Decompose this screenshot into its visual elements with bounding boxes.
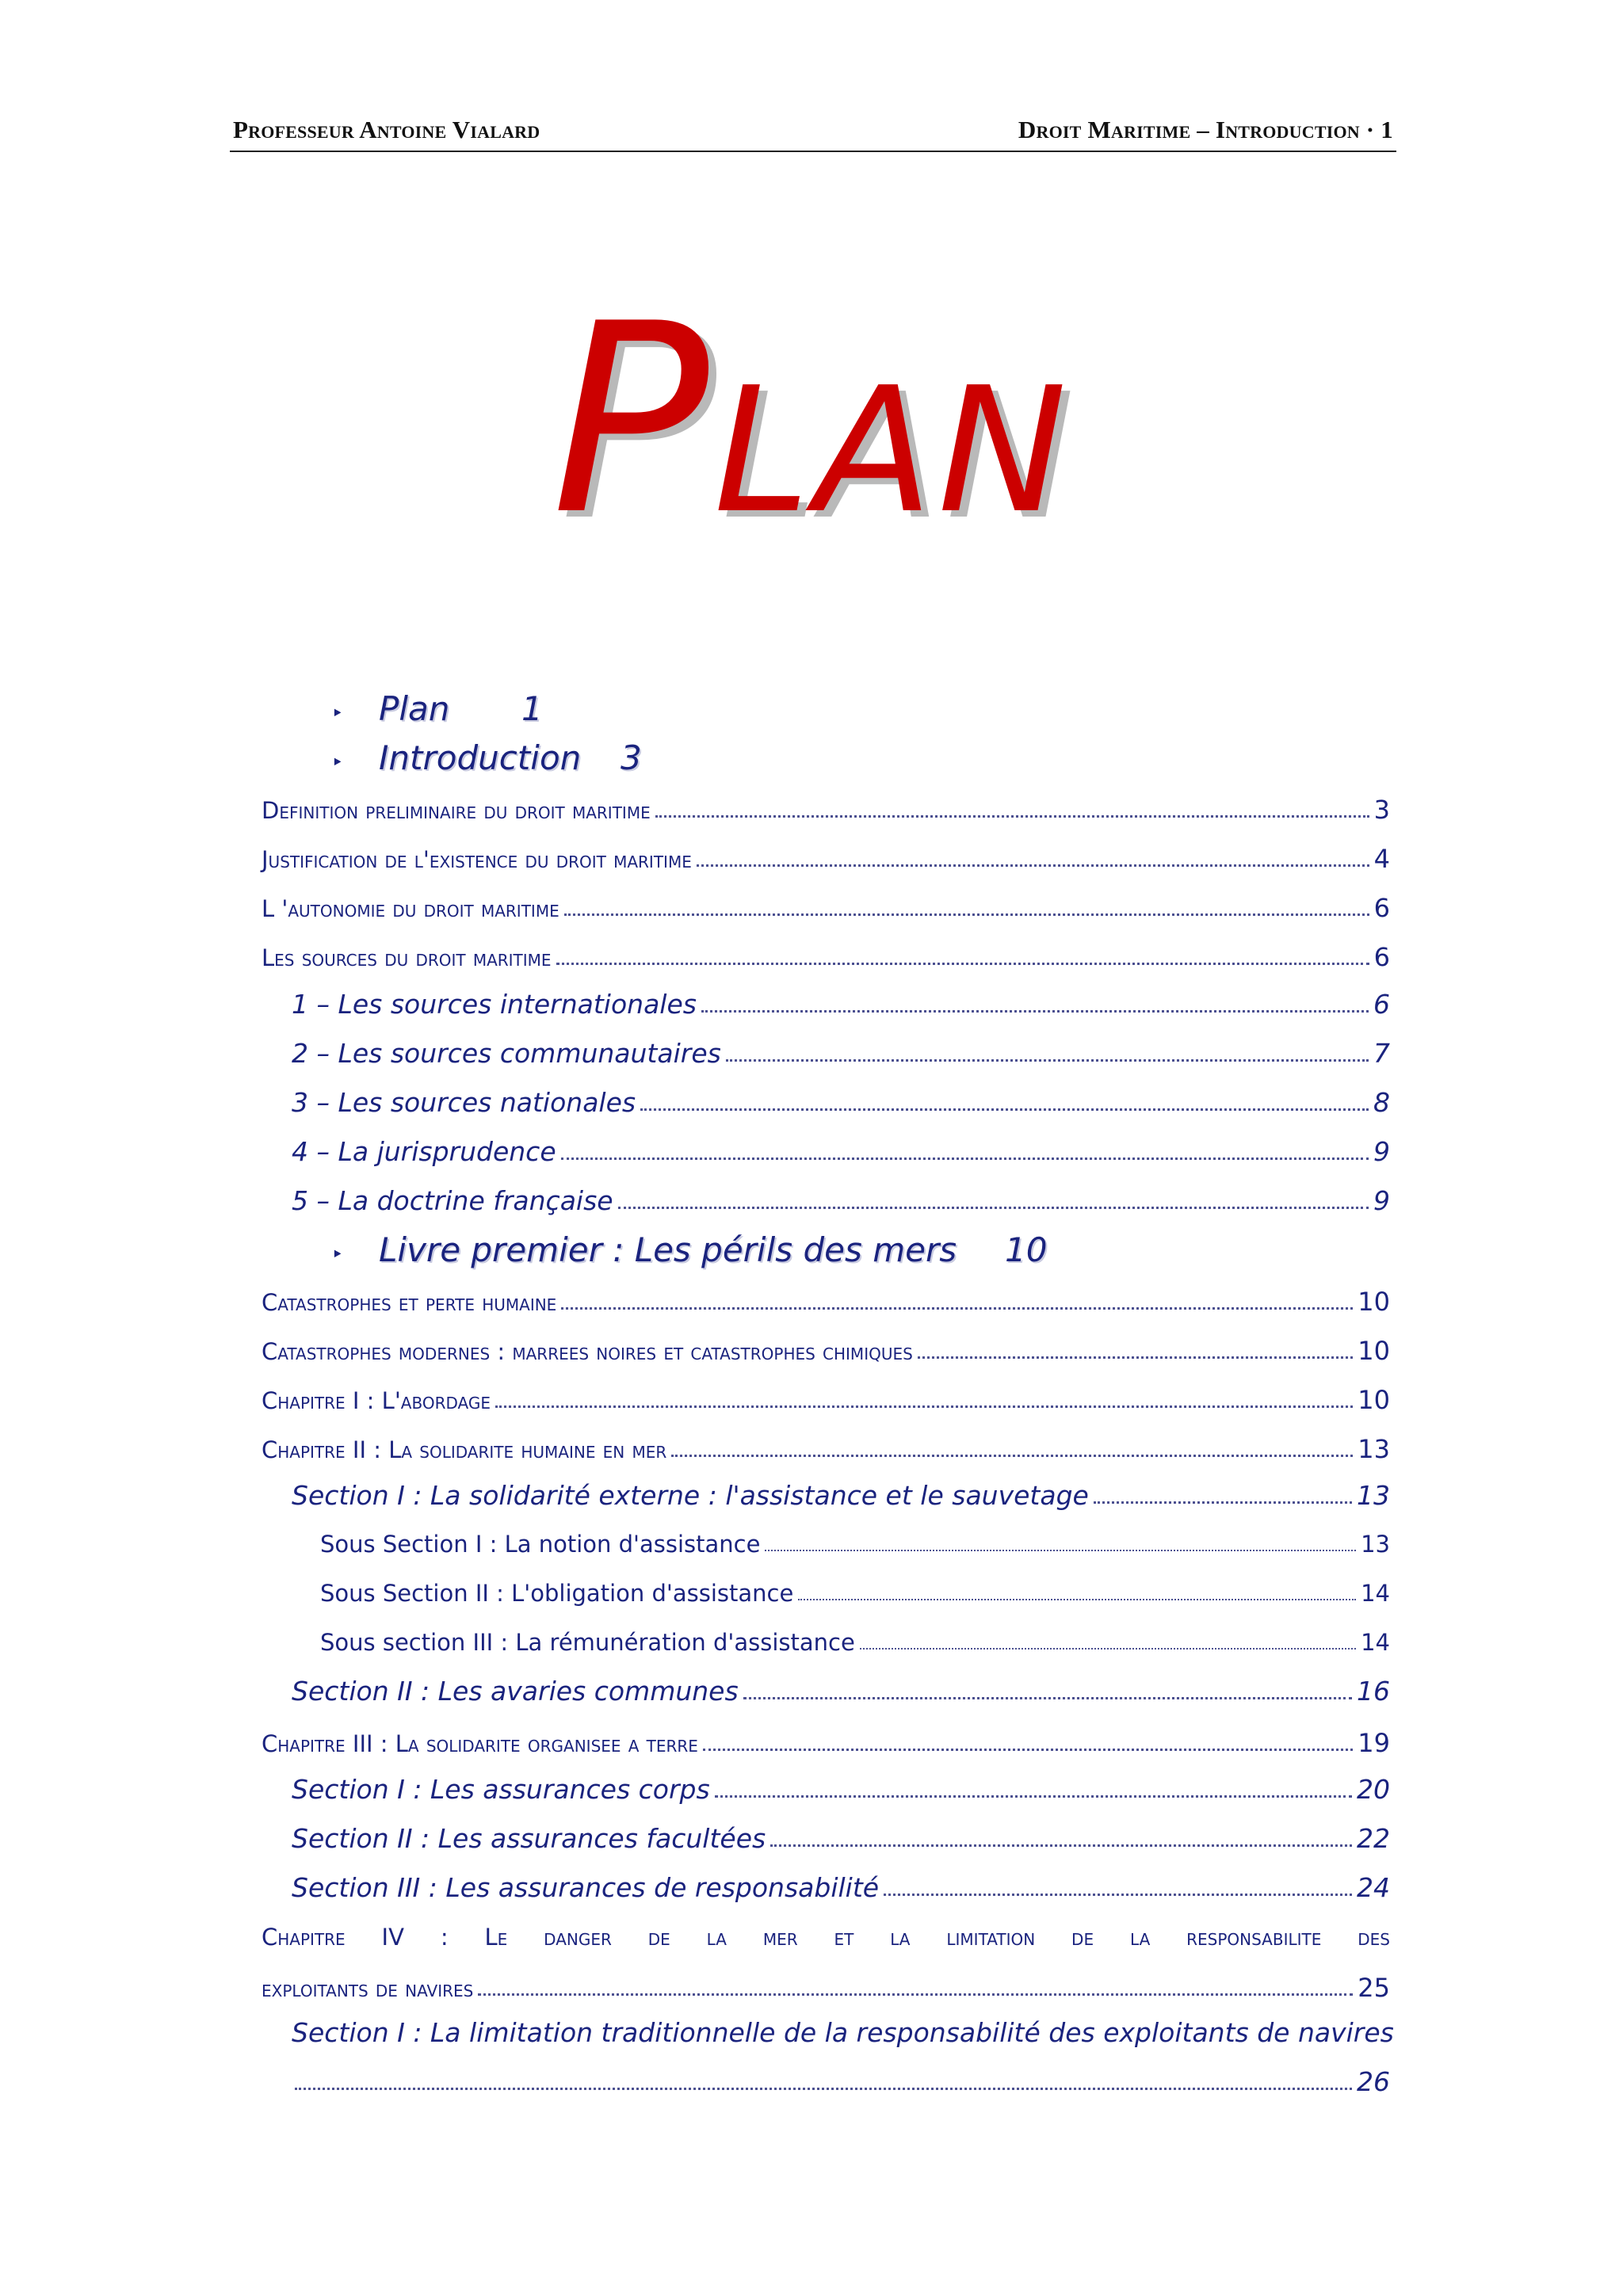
toc-subsubentry[interactable] [320, 1580, 1390, 1607]
toc-entry-label: L 'autonomie du droit maritime [262, 895, 559, 922]
bullet-icon: ‣ [331, 1243, 344, 1267]
toc-book-plan[interactable] [331, 689, 543, 728]
toc-entry[interactable] [262, 844, 1390, 874]
toc-leader-dots [860, 1648, 1356, 1650]
toc-entry[interactable] [262, 1434, 1390, 1464]
author-name: Professeur Antoine Vialard [233, 116, 540, 143]
toc-subentry[interactable] [292, 989, 1390, 1020]
toc-leader-dots [726, 1059, 1369, 1062]
toc-subsubentry[interactable] [320, 1629, 1390, 1656]
toc-entry-page: 3 [1373, 795, 1390, 825]
toc-entry-page: 19 [1358, 1728, 1390, 1758]
toc-book-label: Introduction [379, 738, 582, 777]
toc-entry-label: Chapitre II : La solidarite humaine en mer [262, 1436, 667, 1463]
toc-entry-label: Sous Section II : L'obligation d'assistance [320, 1580, 794, 1607]
toc-entry[interactable] [262, 942, 1390, 972]
toc-leader-dots [703, 1749, 1353, 1751]
toc-subentry[interactable] [292, 1136, 1390, 1167]
toc-leader-dots [295, 2088, 1352, 2090]
toc-entry-label: Sous section III : La rémunération d'assistance [320, 1629, 855, 1656]
toc-leader-dots [884, 1894, 1352, 1896]
toc-entry-label: Justification de l'existence du droit maritime [262, 846, 692, 873]
toc-subentry[interactable] [292, 1185, 1390, 1216]
toc-leader-dots [743, 1697, 1352, 1699]
toc-entry-label: Section I : La solidarité externe : l'assistance et le sauvetage [292, 1480, 1089, 1511]
toc-subentry[interactable] [292, 1774, 1390, 1805]
toc-entry-page: 4 [1373, 844, 1390, 874]
toc-leader-dots [561, 1307, 1353, 1310]
toc-subentry[interactable] [292, 1038, 1390, 1069]
toc-leader-dots [618, 1207, 1369, 1209]
toc-entry-page: 9 [1373, 1185, 1390, 1216]
toc-leader-dots [561, 1158, 1369, 1160]
toc-entry-label: 5 – La doctrine française [292, 1185, 613, 1216]
toc-book-livre-premier[interactable] [331, 1230, 1047, 1269]
toc-leader-dots [655, 815, 1369, 818]
toc-entry-label: 1 – Les sources internationales [292, 989, 697, 1020]
toc-leader-dots [556, 963, 1369, 965]
toc-entry-page: 10 [1358, 1287, 1390, 1317]
toc-subentry[interactable] [292, 1480, 1390, 1511]
toc-entry-page: 13 [1358, 1434, 1390, 1464]
toc-subentry[interactable] [292, 2066, 1390, 2097]
toc-book-introduction[interactable] [331, 738, 642, 777]
toc-book-label: Livre premier : Les périls des mers [379, 1230, 957, 1269]
toc-entry-label: Chapitre I : L'abordage [262, 1387, 491, 1414]
toc-leader-dots [765, 1550, 1356, 1551]
toc-entry-page: 16 [1357, 1676, 1390, 1707]
toc-leader-dots [564, 913, 1369, 916]
toc-subsubentry[interactable] [320, 1531, 1390, 1558]
toc-entry-label: Chapitre III : La solidarite organisee a terre [262, 1730, 698, 1757]
toc-leader-dots [495, 1405, 1353, 1408]
toc-leader-dots [715, 1795, 1352, 1798]
toc-entry-label: Definition preliminaire du droit maritime [262, 797, 651, 824]
toc-entry-label: Section II : Les assurances facultées [292, 1823, 766, 1854]
toc-leader-dots [478, 1993, 1353, 1996]
toc-subentry[interactable] [292, 1872, 1390, 1903]
toc-entry[interactable] [262, 1385, 1390, 1415]
toc-entry-label: 3 – Les sources nationales [292, 1087, 636, 1118]
toc-entry-label: 2 – Les sources communautaires [292, 1038, 721, 1069]
toc-entry-page: 9 [1373, 1136, 1390, 1167]
toc-book-page: 10 [1005, 1230, 1048, 1269]
toc-book-label: Plan [379, 689, 450, 728]
toc-entry-page: 13 [1361, 1531, 1390, 1558]
toc-entry-label: Section III : Les assurances de responsabilité [292, 1872, 880, 1903]
toc-subentry[interactable] [292, 1823, 1390, 1854]
toc-entry-label: Section II : Les avaries communes [292, 1676, 739, 1707]
toc-entry-page: 7 [1373, 1038, 1390, 1069]
toc-subentry[interactable] [292, 1087, 1390, 1118]
toc-entry-page: 24 [1357, 1872, 1390, 1903]
toc-entry-page: 14 [1361, 1629, 1390, 1656]
toc-entry-label: exploitants de navires [262, 1975, 474, 2002]
toc-entry[interactable] [262, 1336, 1390, 1366]
bullet-icon: ‣ [331, 702, 344, 726]
bullet-icon: ‣ [331, 751, 344, 775]
toc-entry-page: 10 [1358, 1336, 1390, 1366]
toc-entry-label: Les sources du droit maritime [262, 944, 552, 971]
toc-leader-dots [671, 1455, 1353, 1457]
toc-entry-page: 6 [1373, 989, 1390, 1020]
toc-entry-page: 6 [1373, 942, 1390, 972]
toc-entry-page: 22 [1357, 1823, 1390, 1854]
toc-entry[interactable] [262, 1973, 1390, 2003]
course-title: Droit Maritime – Introduction · 1 [1018, 116, 1393, 143]
toc-leader-dots [697, 864, 1369, 867]
toc-leader-dots [701, 1010, 1369, 1013]
toc-entry-page: 8 [1373, 1087, 1390, 1118]
toc-entry-page: 10 [1358, 1385, 1390, 1415]
toc-entry-page: 26 [1357, 2066, 1390, 2097]
toc-entry[interactable] [262, 1287, 1390, 1317]
toc-leader-dots [1094, 1501, 1352, 1504]
toc-leader-dots [918, 1356, 1353, 1359]
toc-leader-dots [770, 1844, 1352, 1847]
toc-entry-page: 20 [1357, 1774, 1390, 1805]
toc-book-page: 3 [621, 738, 642, 777]
title-rest: LAN [713, 351, 1072, 551]
toc-subentry[interactable] [292, 1676, 1390, 1707]
toc-entry-page: 6 [1373, 893, 1390, 923]
toc-entry-label: Catastrophes modernes : marrees noires et catastrophes chimiques [262, 1338, 913, 1365]
toc-entry-page: 25 [1358, 1973, 1390, 2003]
toc-entry-label: 4 – La jurisprudence [292, 1136, 556, 1167]
toc-entry[interactable] [262, 1728, 1390, 1758]
toc-entry-chapitre-iv-line1[interactable]: Chapitre IV : Le danger de la mer et la limitation de la responsabilite des [262, 1924, 1390, 1951]
toc-entry[interactable] [262, 795, 1390, 825]
title-first-letter: P [551, 268, 714, 572]
toc-entry-label: Section I : Les assurances corps [292, 1774, 710, 1805]
toc-entry-label: Sous Section I : La notion d'assistance [320, 1531, 761, 1558]
toc-entry-page: 14 [1361, 1580, 1390, 1607]
toc-leader-dots [798, 1599, 1356, 1600]
toc-entry-page: 13 [1357, 1480, 1390, 1511]
toc-entry-label: Catastrophes et perte humaine [262, 1289, 557, 1316]
toc-subentry-limitation-line1[interactable]: Section I : La limitation traditionnelle de la responsabilité des exploitants de navires [292, 2017, 1394, 2048]
toc-leader-dots [640, 1108, 1369, 1111]
toc-entry[interactable] [262, 893, 1390, 923]
toc-book-page: 1 [521, 689, 543, 728]
